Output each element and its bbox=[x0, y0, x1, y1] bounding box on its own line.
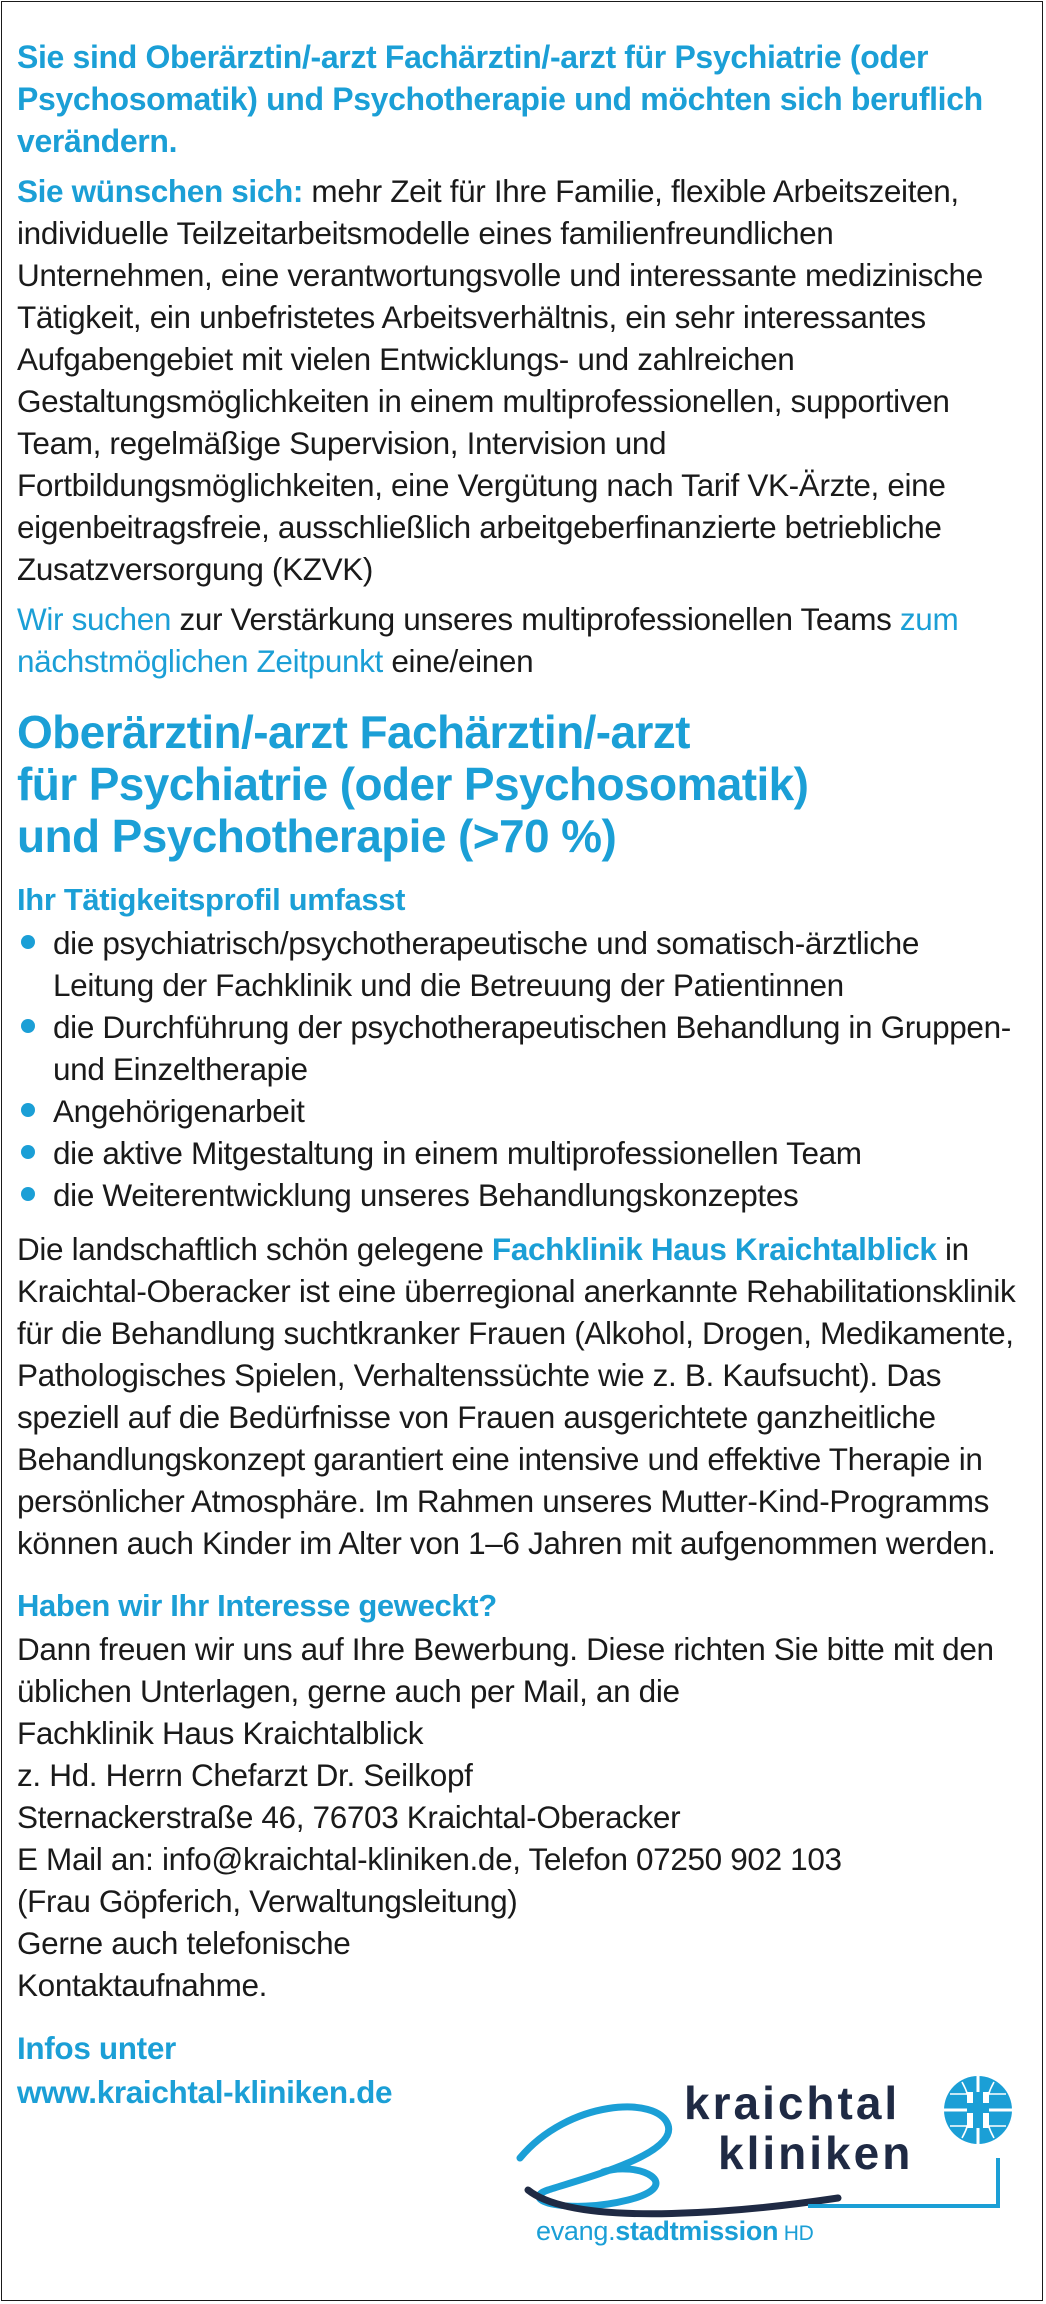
bullet-icon bbox=[21, 1019, 35, 1033]
contact-org: Fachklinik Haus Kraichtalblick bbox=[17, 1715, 424, 1751]
logo-tagline bbox=[536, 2216, 813, 2249]
job-title-line-1: Oberärztin/-arzt Fachärztin/-arzt bbox=[17, 706, 690, 758]
website-link[interactable]: www.kraichtal-kliniken.de bbox=[17, 2074, 393, 2110]
contact-email-phone: E Mail an: info@kraichtal-kliniken.de, Telefon 07250 902 103 bbox=[17, 1841, 842, 1877]
clinic-post: in Kraichtal-Oberacker ist eine überregional anerkannte Rehabilitationsklinik für die Behandlung suchtkranker Frauen (Alkohol, Drogen, Medikamente, Pathologisches Spielen, Verhaltenssüchte wie z. B. Kaufsucht). Das speziell auf die Bedürfnisse von Frauen ausgerichtete ganzheitliche Behandlungskonzept garantiert eine intensive und effektive Therapie in persönlicher Atmosphäre. Im Rahmen unseres Mutter-Kind-Programms können auch Kinder im Alter von 1–6 Jahren mit aufgenommen werden. bbox=[17, 1231, 1016, 1561]
job-title-line-2: für Psychiatrie (oder Psychosomatik) bbox=[17, 758, 809, 810]
tasks-heading: Ihr Tätigkeitsprofil umfasst bbox=[17, 882, 406, 917]
task-text: die Durchführung der psychotherapeutischen Behandlung in Gruppen- und Einzeltherapie bbox=[53, 1009, 1011, 1087]
phone-note-line-1: Gerne auch telefonische bbox=[17, 1925, 351, 1961]
search-we-seek: Wir suchen bbox=[17, 601, 172, 637]
task-text: die psychiatrisch/psychotherapeutische und somatisch-ärztliche Leitung der Fachklinik und die Betreuung der Patientinnen bbox=[53, 925, 919, 1003]
contact-heading: Haben wir Ihr Interesse geweckt? bbox=[17, 1588, 497, 1623]
phone-note-line-2: Kontaktaufnahme. bbox=[17, 1967, 268, 2003]
bullet-icon bbox=[21, 1145, 35, 1159]
logo-word-kliniken: kliniken bbox=[718, 2127, 914, 2179]
task-item bbox=[17, 1132, 1027, 1174]
logo-tag-hd: HD bbox=[778, 2222, 814, 2245]
tasks-list bbox=[17, 922, 1027, 1216]
task-text: die aktive Mitgestaltung in einem multiprofessionellen Team bbox=[53, 1135, 862, 1171]
contact-intro: Dann freuen wir uns auf Ihre Bewerbung. Diese richten Sie bitte mit den üblichen Unterlagen, gerne auch per Mail, an die bbox=[17, 1631, 994, 1709]
globe-cross-icon bbox=[944, 2076, 1012, 2144]
task-item bbox=[17, 1090, 1027, 1132]
task-text: die Weiterentwicklung unseres Behandlungskonzeptes bbox=[53, 1177, 799, 1213]
search-start-date: zum nächstmöglichen Zeitpunkt bbox=[17, 601, 959, 679]
bullet-icon bbox=[21, 1103, 35, 1117]
infos-label: Infos unter bbox=[17, 2030, 176, 2066]
bullet-icon bbox=[21, 1187, 35, 1201]
kraichtal-kliniken-logo bbox=[508, 2040, 1018, 2280]
logo-word-kraichtal: kraichtal bbox=[684, 2077, 901, 2129]
clinic-name: Fachklinik Haus Kraichtalblick bbox=[491, 1231, 937, 1267]
wishes-paragraph bbox=[17, 170, 1027, 590]
job-ad-content bbox=[17, 36, 1027, 2114]
intro-headline: Sie sind Oberärztin/-arzt Fachärztin/-arzt für Psychiatrie (oder Psychosomatik) und Psychotherapie und möchten sich beruflich verändern. bbox=[17, 39, 983, 159]
contact-person: (Frau Göpferich, Verwaltungsleitung) bbox=[17, 1883, 518, 1919]
logo-tag-evang: evang. bbox=[536, 2216, 616, 2246]
wishes-label: Sie wünschen sich: bbox=[17, 173, 304, 209]
search-text: zur Verstärkung unseres multiprofessionellen Teams bbox=[171, 601, 900, 637]
contact-attention: z. Hd. Herrn Chefarzt Dr. Seilkopf bbox=[17, 1757, 473, 1793]
job-title bbox=[17, 706, 1027, 862]
search-suffix: eine/einen bbox=[382, 643, 534, 679]
task-item bbox=[17, 1174, 1027, 1216]
job-title-line-3: und Psychotherapie (>70 %) bbox=[17, 810, 617, 862]
task-text: Angehörigenarbeit bbox=[53, 1093, 305, 1129]
logo-tag-stadtmission: stadtmission bbox=[615, 2216, 779, 2246]
clinic-description bbox=[17, 1228, 1027, 1564]
search-paragraph bbox=[17, 598, 1027, 682]
task-item bbox=[17, 1006, 1027, 1090]
task-item bbox=[17, 922, 1027, 1006]
bullet-icon bbox=[21, 935, 35, 949]
clinic-pre: Die landschaftlich schön gelegene bbox=[17, 1231, 492, 1267]
contact-address: Sternackerstraße 46, 76703 Kraichtal-Oberacker bbox=[17, 1799, 681, 1835]
wishes-text: mehr Zeit für Ihre Familie, flexible Arbeitszeiten, individuelle Teilzeitarbeitsmodelle eines familienfreundlichen Unternehmen, eine verantwortungsvolle und interessante medizinische Tätigkeit, ein unbefristetes Arbeitsverhältnis, ein sehr interessantes Aufgabengebiet mit vielen Entwicklungs- und zahlreichen Gestaltungsmöglichkeiten in einem multiprofessionellen, supportiven Team, regelmäßige Supervision, Intervision und Fortbildungsmöglichkeiten, eine Vergütung nach Tarif VK-Ärzte, eine eigenbeitragsfreie, ausschließlich arbeitgeberfinanzierte betriebliche Zusatzversorgung (KZVK) bbox=[17, 173, 983, 587]
